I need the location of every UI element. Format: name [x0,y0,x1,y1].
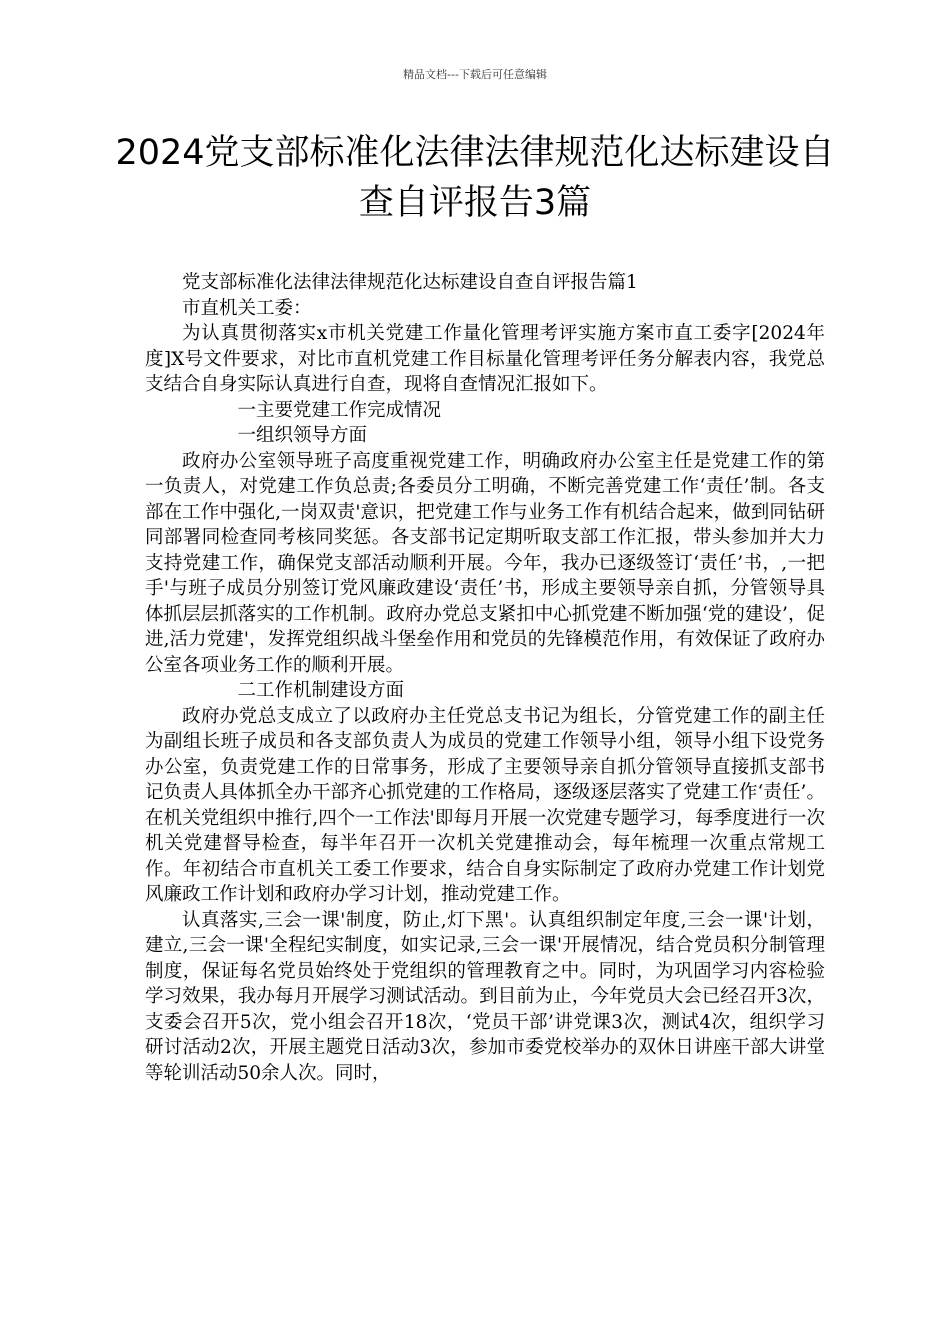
paragraph-addressee: 市直机关工委： [182,297,312,319]
section-heading-1: 一主要党建工作完成情况 [237,399,442,421]
page-header: 精品文档---下载后可任意编辑 [403,68,547,81]
section-heading-2: 一组织领导方面 [237,425,368,446]
paragraph-subtitle: 党支部标准化法律法律规范化达标建设自查自评报告篇1 [182,272,638,293]
paragraph-body: 政府办公室领导班子高度重视党建工作，明确政府办公室主任是党建工作的第一负责人，对党建工作负总责;各委员分工明确，不断完善党建工作‘责任’制。各支部在工作中强化,一岗双责'意识，把党建工作与业务工作有机结合起来，做到同钻研同部署同检查同考核同奖惩。各支部书记定期听取支部工作汇报，带头参加并大力支持党建工作，确保党支部活动顺利开展。今年，我办已逐级签订‘责任’书，,一把手'与班子成员分别签订党风廉政建设‘责任’书，形成主要领导亲自抓，分管领导具体抓层层抓落实的工作机制。政府办党总支紧扣中心抓党建不断加强‘党的建设’，促进,活力党建'，发挥党组织战斗堡垒作用和党员的先锋模范作用，有效保证了政府办公室各项业务工作的顺利开展。 [145,450,825,676]
paragraph-body: 认真落实,三会一课'制度，防止,灯下黑'。认真组织制定年度,三会一课'计划，建立,三会一课'全程纪实制度，如实记录,三会一课'开展情况，结合党员积分制管理制度，保证每名党员始终处于党组织的管理教育之中。同时，为巩固学习内容检验学习效果，我办每月开展学习测试活动。到目前为止，今年党员大会已经召开3次，支委会召开5次，党小组会召开18次，‘党员干部’讲党课3次，测试4次，组织学习研讨活动2次，开展主题党日活动3次，参加市委党校举办的双休日讲座干部大讲堂等轮训活动50余人次。同时， [145,909,825,1084]
document-title: 2024党支部标准化法律法律规范化达标建设自查自评报告3篇 [115,133,835,223]
document-body [145,270,825,1086]
paragraph-body: 政府办党总支成立了以政府办主任党总支书记为组长，分管党建工作的副主任为副组长班子成员和各支部负责人为成员的党建工作领导小组，领导小组下设党务办公室，负责党建工作的日常事务，形成了主要领导亲自抓分管领导直接抓支部书记负责人具体抓全办干部齐心抓党建的工作格局，逐级逐层落实了党建工作‘责任’。在机关党组织中推行,四个一工作法'即每月开展一次党建专题学习，每季度进行一次机关党建督导检查，每半年召开一次机关党建推动会，每年梳理一次重点常规工作。年初结合市直机关工委工作要求，结合自身实际制定了政府办党建工作计划党风廉政工作计划和政府办学习计划，推动党建工作。 [145,705,825,905]
paragraph-intro: 为认真贯彻落实x市机关党建工作量化管理考评实施方案市直工委字[2024年度]X号文件要求，对比市直机党建工作目标量化管理考评任务分解表内容，我党总支结合自身实际认真进行自查，现将自查情况汇报如下。 [145,323,825,395]
section-heading-3: 二工作机制建设方面 [237,680,405,701]
